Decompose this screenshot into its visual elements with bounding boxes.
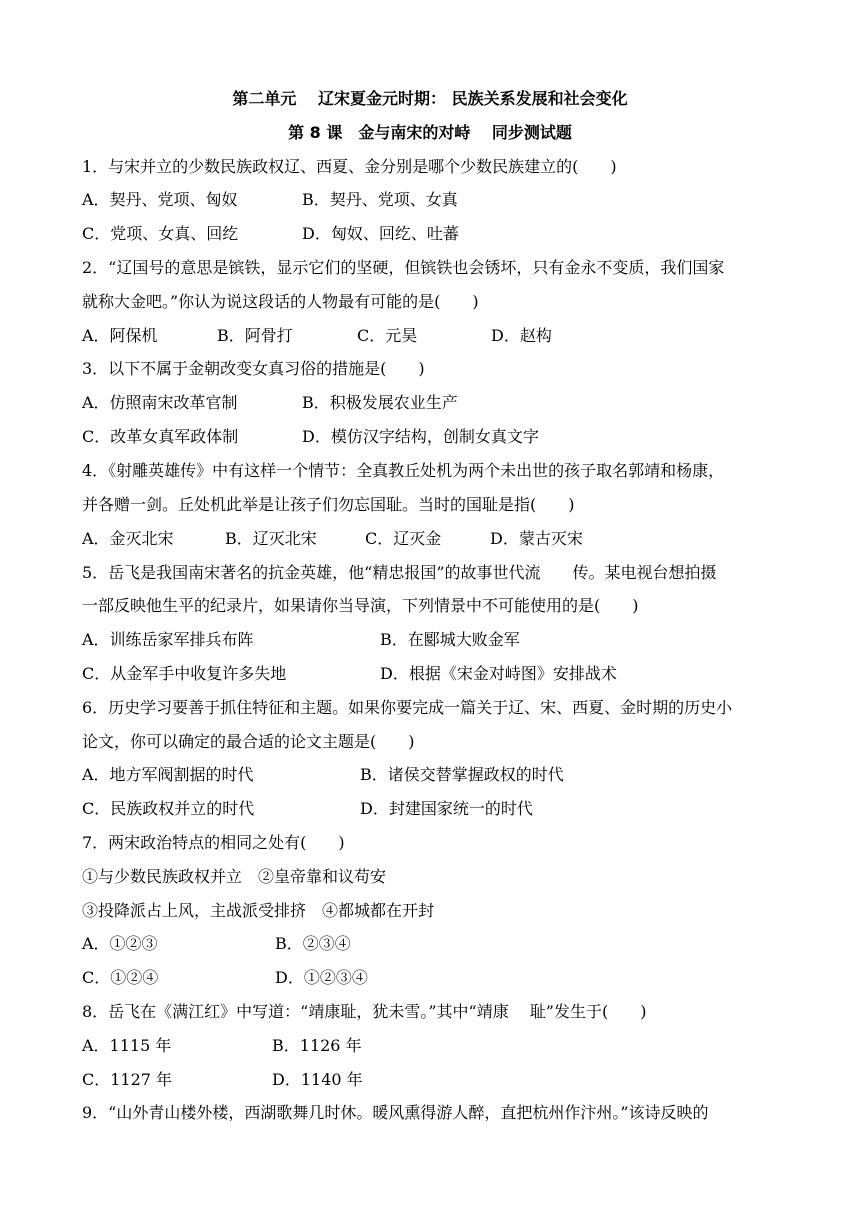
question-6-option-a: A．地方军阀割据的时代: [82, 765, 254, 784]
question-2-option-b: B．阿骨打: [217, 326, 293, 345]
question-4-option-c: C．辽灭金: [365, 529, 442, 548]
question-7-option-c: C．①②④: [82, 968, 159, 987]
question-3-option-d: D．模仿汉字结构，创制女真文字: [302, 427, 539, 446]
question-5-stem-line-2: 一部反映他生平的纪录片，如果请你当导演，下列情景中不可能使用的是( ): [82, 596, 639, 615]
question-1-option-d: D．匈奴、回纥、吐蕃: [302, 224, 459, 243]
question-1-stem: 1．与宋并立的少数民族政权辽、西夏、金分别是哪个少数民族建立的( ): [82, 157, 617, 176]
question-8-option-a: A．1115 年: [82, 1036, 172, 1055]
question-7-statements-line-1: ①与少数民族政权并立 ②皇帝靠和议苟安: [82, 867, 387, 886]
question-5-option-b: B．在郾城大败金军: [380, 630, 520, 649]
question-3-option-a: A．仿照南宋改革官制: [82, 393, 238, 412]
question-2-stem-line-2: 就称大金吧。”你认为说这段话的人物最有可能的是( ): [82, 292, 479, 311]
question-2-option-a: A．阿保机: [82, 326, 158, 345]
question-8-stem: 8．岳飞在《满江红》中写道：“靖康耻，犹未雪。”其中“靖康 耻”发生于( ): [82, 1002, 647, 1021]
question-7-option-d: D．①②③④: [275, 968, 368, 987]
question-6-stem-line-1: 6．历史学习要善于抓住特征和主题。如果你要完成一篇关于辽、宋、西夏、金时期的历史小: [82, 698, 733, 717]
question-2-option-c: C．元昊: [357, 326, 418, 345]
question-8-option-b: B．1126 年: [272, 1036, 362, 1055]
question-4-option-a: A．金灭北宋: [82, 529, 174, 548]
question-2-stem-line-1: 2．“辽国号的意思是镔铁，显示它们的坚硬，但镔铁也会锈坏，只有金永不变质，我们国家: [82, 258, 725, 277]
question-8-option-c: C．1127 年: [82, 1070, 173, 1089]
question-6-stem-line-2: 论文，你可以确定的最合适的论文主题是( ): [82, 732, 415, 751]
question-3-option-b: B．积极发展农业生产: [302, 393, 458, 412]
question-3-stem: 3．以下不属于金朝改变女真习俗的措施是( ): [82, 359, 425, 378]
question-2-option-d: D．赵构: [491, 326, 552, 345]
question-5-option-d: D．根据《宋金对峙图》安排战术: [380, 664, 617, 683]
question-4-stem-line-2: 并各赠一剑。丘处机此举是让孩子们勿忘国耻。当时的国耻是指( ): [82, 495, 575, 514]
question-9-stem: 9．“山外青山楼外楼，西湖歌舞几时休。暖风熏得游人醉，直把杭州作汴州。”该诗反映的: [82, 1103, 709, 1122]
question-1-option-a: A．契丹、党项、匈奴: [82, 190, 238, 209]
question-1-option-c: C．党项、女真、回纥: [82, 224, 239, 243]
question-7-option-b: B．②③④: [275, 934, 351, 953]
question-6-option-c: C．民族政权并立的时代: [82, 799, 255, 818]
question-7-statements-line-2: ③投降派占上风，主战派受排挤 ④都城都在开封: [82, 901, 435, 920]
question-6-option-b: B．诸侯交替掌握政权的时代: [360, 765, 564, 784]
unit-title: 第二单元 辽宋夏金元时期： 民族关系发展和社会变化: [232, 89, 628, 108]
question-6-option-d: D．封建国家统一的时代: [360, 799, 533, 818]
question-4-stem-line-1: 4．《射雕英雄传》中有这样一个情节：全真教丘处机为两个未出世的孩子取名郭靖和杨康，: [82, 461, 725, 480]
question-1-option-b: B．契丹、党项、女真: [302, 190, 458, 209]
question-7-option-a: A．①②③: [82, 934, 158, 953]
question-7-stem-line-1: 7．两宋政治特点的相同之处有( ): [82, 833, 345, 852]
question-5-option-a: A．训练岳家军排兵布阵: [82, 630, 254, 649]
lesson-title: 第 8 课 金与南宋的对峙 同步测试题: [288, 123, 572, 142]
question-3-option-c: C．改革女真军政体制: [82, 427, 239, 446]
question-5-option-c: C．从金军手中收复许多失地: [82, 664, 287, 683]
question-4-option-b: B．辽灭北宋: [225, 529, 317, 548]
question-4-option-d: D．蒙古灭宋: [490, 529, 583, 548]
question-8-option-d: D．1140 年: [272, 1070, 363, 1089]
question-5-stem-line-1: 5．岳飞是我国南宋著名的抗金英雄，他“精忠报国”的故事世代流 传。某电视台想拍摄: [82, 563, 717, 582]
